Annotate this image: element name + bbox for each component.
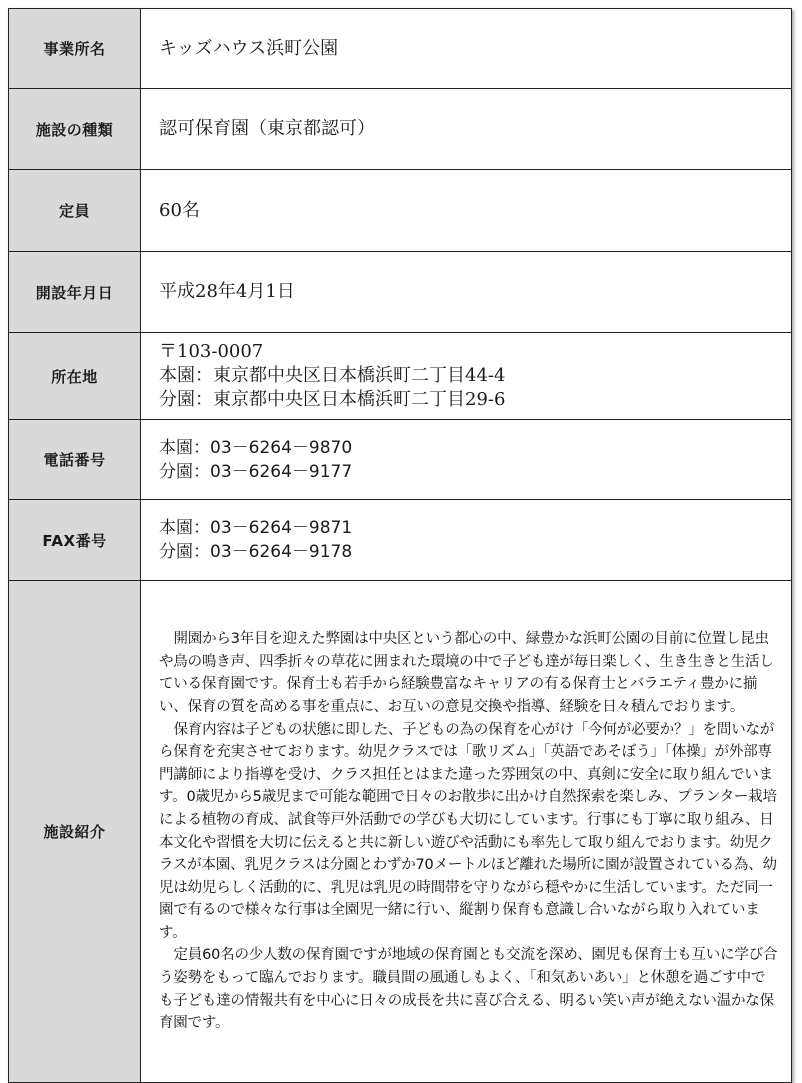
facility-info-table: [8, 8, 792, 1083]
label-facility-name: 事業所名: [9, 9, 141, 89]
branch-campus-fax: 分園：03－6264－9178: [159, 542, 353, 562]
branch-campus-address: 分園：東京都中央区日本橋浜町二丁目29-6: [159, 389, 506, 410]
label-phone: 電話番号: [9, 420, 141, 500]
row-fax: [9, 500, 792, 581]
value-fax: [141, 500, 792, 581]
value-facility-type: [141, 89, 792, 170]
facility-name-text: キッズハウス浜町公園: [159, 37, 339, 59]
label-opening-date: 開設年月日: [9, 252, 141, 333]
value-phone: [141, 420, 792, 500]
intro-paragraph-1: 開園から3年目を迎えた弊園は中央区という都心の中、緑豊かな浜町公園の目前に位置し昆虫や鳥の鳴き声、四季折々の草花に囲まれた環境の中で子ども達が毎日楽しく、生き生きと生活している保育園です。保育士も若手から経験豊富なキャリアの有る保育士とバラエティ豊かに揃い、保育の質を高める事を重点に、お互いの意見交換や指導、経験を日々積んでおります。: [159, 631, 774, 715]
branch-campus-phone: 分園：03－6264－9177: [159, 461, 353, 482]
value-address: [141, 333, 792, 420]
opening-date-text: 平成28年4月1日: [159, 281, 295, 302]
row-phone: [9, 420, 792, 500]
main-campus-phone: 本園：03－6264－9870: [159, 437, 353, 458]
row-introduction: [9, 581, 792, 1083]
value-facility-name: [141, 9, 792, 89]
intro-paragraph-3: 定員60名の少人数の保育園ですが地域の保育園とも交流を深め、園児も保育士も互いに学び合う姿勢をもって臨んでおります。職員間の風通しもよく、「和気あいあい」と休憩を過ごす中でも子ども達の情報共有を中心に日々の成長を共に喜び合える、明るい笑い声が絶えない温かな保育園です。: [159, 947, 778, 1032]
row-opening-date: [9, 252, 792, 333]
label-introduction: 施設紹介: [9, 581, 141, 1083]
label-address: 所在地: [9, 333, 141, 420]
label-facility-type: 施設の種類: [9, 89, 141, 170]
postal-code: 〒103-0007: [159, 341, 264, 362]
main-campus-fax: 本園：03－6264－9871: [159, 518, 353, 538]
row-capacity: [9, 170, 792, 252]
capacity-text: 60名: [159, 199, 200, 221]
value-opening-date: [141, 252, 792, 333]
label-fax: FAX番号: [9, 500, 141, 581]
label-capacity: 定員: [9, 170, 141, 252]
value-introduction: [141, 581, 792, 1083]
main-campus-address: 本園：東京都中央区日本橋浜町二丁目44-4: [159, 365, 506, 386]
row-facility-type: [9, 89, 792, 170]
intro-paragraph-2: 保育内容は子どもの状態に即した、子どもの為の保育を心がけ「今何が必要か？」を問いながら保育を充実させております。幼児クラスでは「歌リズム」「英語であそぼう」「体操」が外部専門講師により指導を受け、クラス担任とはまた違った雰囲気の中、真剣に安全に取り組んでいます。0歳児から5歳児まで可能な範囲で日々のお散歩に出かけ自然探索を楽しみ、プランター栽培による植物の育成、試食等戸外活動での学びも大切にしています。行事にも丁寧に取り組み、日本文化や習慣を大切に伝えると共に新しい遊びや活動にも率先して取り組んでおります。幼児クラスが本園、乳児クラスは分園とわずか70メートルほど離れた場所に園が設置されている為、幼児は幼児らしく活動的に、乳児は乳児の時間帯を守りながら穏やかに生活しています。ただ同一園で有るので様々な行事は全園児一緒に行い、縦割り保育も意識し合いながら取り入れています。: [159, 721, 777, 941]
row-facility-name: [9, 9, 792, 89]
value-capacity: [141, 170, 792, 252]
row-address: [9, 333, 792, 420]
facility-type-text: 認可保育園（東京都認可）: [159, 118, 375, 139]
